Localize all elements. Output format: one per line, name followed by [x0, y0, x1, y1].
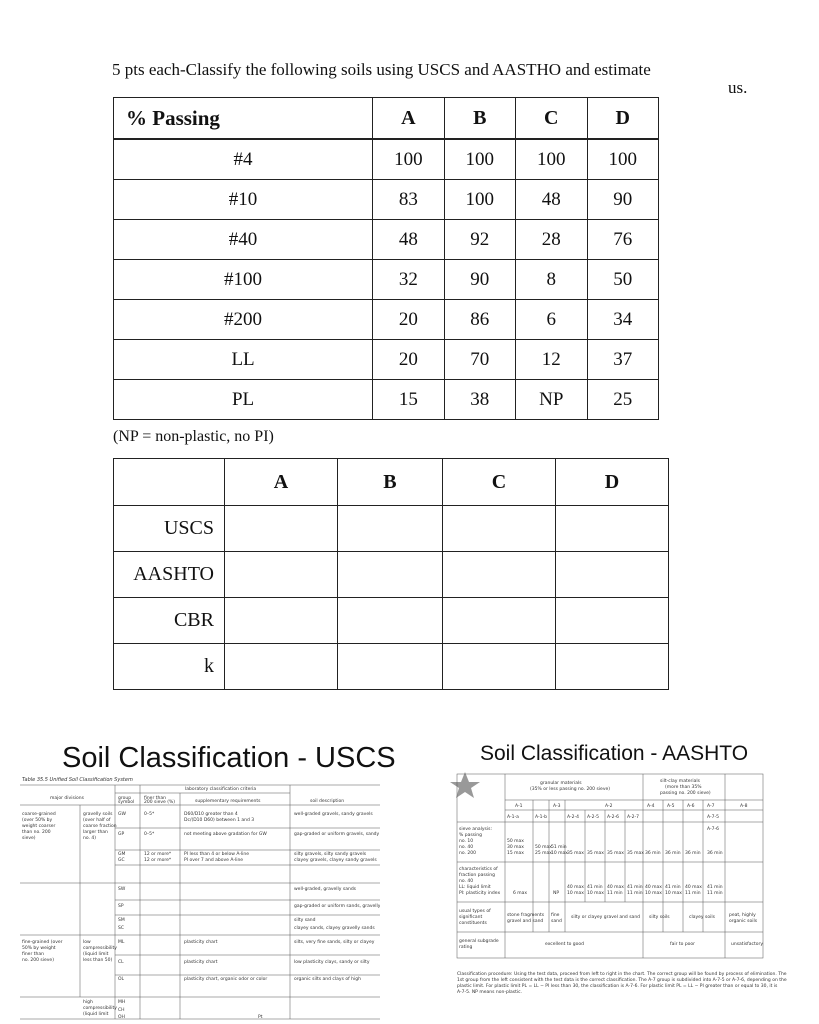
svg-text:constituents: constituents — [459, 921, 487, 926]
svg-text:clayey sands, clayey gravelly: clayey sands, clayey gravelly sands — [294, 926, 375, 931]
svg-text:40 max: 40 max — [645, 885, 662, 890]
svg-text:SM: SM — [118, 918, 125, 923]
table-cell: 37 — [587, 340, 659, 380]
svg-text:clayey gravels, clayey sandy g: clayey gravels, clayey sandy gravels — [294, 858, 377, 863]
svg-text:SW: SW — [118, 887, 126, 892]
table-cell: 86 — [444, 300, 515, 340]
svg-text:41 min: 41 min — [707, 885, 723, 890]
svg-text:group: group — [118, 796, 132, 801]
table-row — [114, 506, 669, 552]
svg-text:A-1-b: A-1-b — [535, 815, 547, 820]
svg-text:usual types of: usual types of — [459, 909, 491, 914]
answer-cell[interactable] — [555, 552, 668, 598]
header-cell-d: D — [555, 459, 668, 506]
svg-text:no. 40: no. 40 — [459, 879, 474, 884]
svg-text:40 max: 40 max — [685, 885, 702, 890]
svg-text:0–5*: 0–5* — [144, 812, 155, 817]
svg-text:A-1-a: A-1-a — [507, 815, 519, 820]
svg-text:1st group from the left consis: 1st group from the left consistent with the test data is the correct classification. The A-7 group is subdivided into A-7-5 or A-7-6, depending on the — [457, 978, 787, 983]
row-label: #40 — [114, 220, 373, 260]
row-label-k: k — [114, 644, 225, 690]
table-cell: 20 — [373, 300, 444, 340]
table-row — [114, 598, 669, 644]
table-row — [114, 552, 669, 598]
table-row — [114, 380, 659, 420]
svg-text:A-4: A-4 — [647, 804, 655, 809]
svg-text:A-7: A-7 — [707, 804, 715, 809]
table-cell: 28 — [516, 220, 587, 260]
svg-text:low: low — [83, 940, 91, 945]
svg-text:36 min: 36 min — [707, 851, 723, 856]
row-label-uscs: USCS — [114, 506, 225, 552]
svg-text:35 max: 35 max — [627, 851, 644, 856]
header-cell-a: A — [225, 459, 338, 506]
svg-text:unsatisfactory: unsatisfactory — [731, 942, 764, 947]
svg-text:no. 4): no. 4) — [83, 836, 97, 841]
svg-text:36 min: 36 min — [645, 851, 661, 856]
svg-text:no. 200: no. 200 — [459, 851, 476, 856]
row-label-aashto: AASHTO — [114, 552, 225, 598]
aashto-section-title: Soil Classification - AASHTO — [480, 742, 749, 765]
svg-text:25 max: 25 max — [535, 851, 552, 856]
svg-text:clayey soils: clayey soils — [689, 915, 715, 920]
svg-text:50 max: 50 max — [507, 839, 524, 844]
svg-text:characteristics of: characteristics of — [459, 867, 498, 872]
svg-text:no. 40: no. 40 — [459, 845, 474, 850]
svg-text:A-2: A-2 — [605, 804, 613, 809]
table-cell: 32 — [373, 260, 444, 300]
answer-cell[interactable] — [442, 506, 555, 552]
svg-text:not meeting above gradation fo: not meeting above gradation for GW — [184, 832, 267, 837]
svg-text:A-7-5: A-7-5 — [707, 815, 719, 820]
svg-text:Dc/(D10 D60) between 1 and 3: Dc/(D10 D60) between 1 and 3 — [184, 818, 255, 823]
row-label: LL — [114, 340, 373, 380]
svg-text:A-2-7: A-2-7 — [627, 815, 639, 820]
svg-text:35 max: 35 max — [587, 851, 604, 856]
svg-text:OL: OL — [118, 977, 125, 982]
table-cell: 20 — [373, 340, 444, 380]
svg-text:silty sand: silty sand — [294, 918, 316, 923]
svg-text:11 min: 11 min — [627, 891, 643, 896]
svg-text:gravelly soils: gravelly soils — [83, 812, 113, 817]
svg-text:PI over 7 and above A-line: PI over 7 and above A-line — [184, 858, 244, 863]
answer-cell[interactable] — [225, 644, 338, 690]
answer-cell[interactable] — [338, 552, 443, 598]
header-cell-c: C — [442, 459, 555, 506]
svg-text:MH: MH — [118, 1000, 126, 1005]
table-cell: 100 — [444, 180, 515, 220]
table-cell: 12 — [516, 340, 587, 380]
svg-text:OH: OH — [118, 1015, 125, 1020]
table-row — [114, 180, 659, 220]
svg-text:silty soils: silty soils — [649, 915, 670, 920]
svg-text:41 min: 41 min — [587, 885, 603, 890]
answer-cell[interactable] — [225, 598, 338, 644]
svg-text:35 max: 35 max — [567, 851, 584, 856]
table-cell: 100 — [444, 139, 515, 180]
svg-text:% passing: % passing — [459, 833, 482, 838]
table-cell: 50 — [587, 260, 659, 300]
table-cell: NP — [516, 380, 587, 420]
svg-text:organic silts and clays of hig: organic silts and clays of high — [294, 977, 361, 982]
svg-text:11 min: 11 min — [607, 891, 623, 896]
svg-text:GW: GW — [118, 812, 126, 817]
svg-text:silt-clay materials: silt-clay materials — [660, 779, 700, 784]
svg-text:A-2-4: A-2-4 — [567, 815, 579, 820]
svg-text:(35% or less passing no. 200 s: (35% or less passing no. 200 sieve) — [530, 787, 611, 792]
svg-text:A-7-5. NP means non-plastic.: A-7-5. NP means non-plastic. — [457, 990, 523, 995]
uscs-table-caption: Table 35.5 Unified Soil Classification System — [22, 777, 133, 783]
svg-text:sieve): sieve) — [22, 836, 36, 841]
svg-text:50 max: 50 max — [535, 845, 552, 850]
svg-text:fair to poor: fair to poor — [670, 942, 696, 947]
aashto-classification-chart-image — [445, 770, 815, 1015]
uscs-classification-chart-image — [20, 775, 380, 1020]
svg-text:high: high — [83, 1000, 93, 1005]
svg-text:50% by weight: 50% by weight — [22, 946, 56, 951]
star-icon — [450, 772, 480, 798]
row-label-cbr: CBR — [114, 598, 225, 644]
svg-text:sand: sand — [551, 919, 562, 924]
svg-text:well-graded gravels, sandy gra: well-graded gravels, sandy gravels — [294, 812, 373, 817]
svg-text:sieve analysis:: sieve analysis: — [459, 827, 492, 832]
row-label: #10 — [114, 180, 373, 220]
svg-text:general subgrade: general subgrade — [459, 939, 499, 944]
svg-text:6 max: 6 max — [513, 891, 528, 896]
row-label: #100 — [114, 260, 373, 300]
answer-cell[interactable] — [338, 644, 443, 690]
answer-cell[interactable] — [225, 506, 338, 552]
classification-results-table — [113, 458, 669, 690]
answer-cell[interactable] — [555, 644, 668, 690]
svg-text:A-1: A-1 — [515, 804, 523, 809]
svg-text:10 max: 10 max — [587, 891, 604, 896]
table-row — [114, 300, 659, 340]
answer-cell[interactable] — [442, 552, 555, 598]
svg-text:A-2-5: A-2-5 — [587, 815, 599, 820]
svg-text:10 max: 10 max — [665, 891, 682, 896]
table-cell: 48 — [373, 220, 444, 260]
table-header-row — [114, 98, 659, 140]
svg-text:finer than: finer than — [22, 952, 44, 957]
svg-text:PI: plasticity index: PI: plasticity index — [459, 891, 501, 896]
header-cell-percent-passing: % Passing — [114, 98, 373, 140]
table-cell: 90 — [587, 180, 659, 220]
svg-text:larger than: larger than — [83, 830, 108, 835]
svg-text:silty or clayey gravel and san: silty or clayey gravel and sand — [571, 915, 641, 920]
svg-text:CH: CH — [118, 1008, 125, 1013]
heading-fragment: us. — [728, 78, 748, 97]
svg-text:gravel and sand: gravel and sand — [507, 919, 544, 924]
svg-text:GM: GM — [118, 852, 126, 857]
svg-text:weight coarser: weight coarser — [22, 824, 56, 829]
svg-text:11 min: 11 min — [707, 891, 723, 896]
table-cell: 6 — [516, 300, 587, 340]
svg-text:supplementary requirements: supplementary requirements — [195, 799, 261, 804]
header-cell-c: C — [516, 98, 587, 140]
table-row — [114, 260, 659, 300]
table-cell: 25 — [587, 380, 659, 420]
table-cell: 92 — [444, 220, 515, 260]
svg-text:A-3: A-3 — [553, 804, 561, 809]
svg-text:LL: liquid limit: LL: liquid limit — [459, 885, 491, 890]
header-cell-a: A — [373, 98, 444, 140]
svg-text:gap-graded or uniform sands, g: gap-graded or uniform sands, gravelly — [294, 904, 380, 909]
svg-text:no. 200 sieve): no. 200 sieve) — [22, 958, 54, 963]
svg-text:40 max: 40 max — [567, 885, 584, 890]
svg-text:granular materials: granular materials — [540, 781, 582, 786]
header-cell-empty — [114, 459, 225, 506]
svg-text:plasticity chart, organic odor: plasticity chart, organic odor or color — [184, 977, 268, 982]
answer-cell[interactable] — [555, 598, 668, 644]
svg-text:soil description: soil description — [310, 799, 345, 804]
svg-text:0–5*: 0–5* — [144, 832, 155, 837]
svg-text:excellent to good: excellent to good — [545, 942, 584, 947]
svg-text:36 min: 36 min — [685, 851, 701, 856]
answer-cell[interactable] — [338, 598, 443, 644]
svg-text:10 max: 10 max — [645, 891, 662, 896]
svg-text:36 min: 36 min — [665, 851, 681, 856]
svg-text:35 max: 35 max — [607, 851, 624, 856]
header-cell-b: B — [338, 459, 443, 506]
row-label: #200 — [114, 300, 373, 340]
svg-text:30 max: 30 max — [507, 845, 524, 850]
svg-text:coarse fraction: coarse fraction — [83, 824, 117, 829]
answer-cell[interactable] — [442, 598, 555, 644]
svg-text:10 max: 10 max — [551, 851, 568, 856]
table-header-row — [114, 459, 669, 506]
svg-text:(liquid limit: (liquid limit — [83, 952, 109, 957]
svg-text:A-5: A-5 — [667, 804, 675, 809]
answer-cell[interactable] — [338, 506, 443, 552]
svg-text:than no. 200: than no. 200 — [22, 830, 51, 835]
table-cell: 90 — [444, 260, 515, 300]
answer-cell[interactable] — [225, 552, 338, 598]
table-cell: 15 — [373, 380, 444, 420]
svg-text:10 max: 10 max — [567, 891, 584, 896]
svg-text:PI less than 4 or below A-line: PI less than 4 or below A-line — [184, 852, 250, 857]
svg-text:A-8: A-8 — [740, 804, 748, 809]
svg-text:compressibility: compressibility — [83, 1006, 117, 1011]
assignment-heading: 5 pts each-Classify the following soils using USCS and AASTHO and estimate — [112, 60, 651, 79]
table-cell: 83 — [373, 180, 444, 220]
svg-text:gap-graded or uniform gravels,: gap-graded or uniform gravels, sandy — [294, 832, 380, 837]
svg-text:passing no. 200 sieve): passing no. 200 sieve) — [660, 791, 711, 796]
svg-text:compressibility: compressibility — [83, 946, 117, 951]
svg-text:major divisions: major divisions — [50, 796, 84, 801]
svg-text:SC: SC — [118, 926, 124, 931]
svg-text:11 min: 11 min — [685, 891, 701, 896]
table-cell: 76 — [587, 220, 659, 260]
svg-text:(over 50% by: (over 50% by — [22, 818, 53, 823]
svg-text:peat, highly: peat, highly — [729, 913, 756, 918]
svg-text:plasticity chart: plasticity chart — [184, 940, 218, 945]
table-cell: 100 — [516, 139, 587, 180]
svg-text:41 min: 41 min — [665, 885, 681, 890]
table-cell: 8 — [516, 260, 587, 300]
svg-text:A-6: A-6 — [687, 804, 695, 809]
svg-text:symbol: symbol — [118, 800, 135, 805]
answer-cell[interactable] — [442, 644, 555, 690]
svg-text:plasticity chart: plasticity chart — [184, 960, 218, 965]
svg-text:A-2-6: A-2-6 — [607, 815, 619, 820]
svg-text:stone fragments: stone fragments — [507, 913, 545, 918]
svg-text:GC: GC — [118, 858, 125, 863]
svg-text:well-graded, gravelly sands: well-graded, gravelly sands — [294, 887, 357, 892]
svg-text:laboratory classification crit: laboratory classification criteria — [185, 787, 257, 792]
svg-text:plastic limit. For plastic lim: plastic limit. For plastic limit PL = LL − PI less than 30, the classification is A-7-6. For plastic limit PL = LL − PI greater than or equal to 30, it is — [457, 984, 778, 989]
svg-text:(over half of: (over half of — [83, 818, 111, 823]
svg-text:D60/D10 greater than 4: D60/D10 greater than 4 — [184, 812, 238, 817]
svg-text:fine-grained (over: fine-grained (over — [22, 940, 63, 945]
svg-text:(liquid limit: (liquid limit — [83, 1012, 109, 1017]
svg-text:Pt: Pt — [258, 1015, 263, 1020]
percent-passing-table — [113, 97, 659, 420]
svg-text:SP: SP — [118, 904, 124, 909]
table-cell: 48 — [516, 180, 587, 220]
svg-text:40 max: 40 max — [607, 885, 624, 890]
header-cell-b: B — [444, 98, 515, 140]
svg-text:silty gravels, silty sandy gra: silty gravels, silty sandy gravels — [294, 852, 367, 857]
svg-text:silts, very fine sands, silty: silts, very fine sands, silty or clayey — [294, 940, 375, 945]
svg-text:finer than: finer than — [144, 796, 166, 801]
svg-text:organic soils: organic soils — [729, 919, 758, 924]
table-cell: 38 — [444, 380, 515, 420]
svg-text:51 min: 51 min — [551, 845, 567, 850]
header-cell-d: D — [587, 98, 659, 140]
svg-text:41 min: 41 min — [627, 885, 643, 890]
answer-cell[interactable] — [555, 506, 668, 552]
svg-text:significant: significant — [459, 915, 483, 920]
svg-text:rating: rating — [459, 945, 473, 950]
table-cell: 70 — [444, 340, 515, 380]
svg-text:15 max: 15 max — [507, 851, 524, 856]
svg-text:ML: ML — [118, 940, 125, 945]
table-cell: 34 — [587, 300, 659, 340]
table-cell: 100 — [373, 139, 444, 180]
row-label: #4 — [114, 139, 373, 180]
svg-text:NP: NP — [553, 891, 560, 896]
table-row — [114, 340, 659, 380]
svg-text:no. 10: no. 10 — [459, 839, 474, 844]
non-plastic-note: (NP = non-plastic, no PI) — [113, 428, 274, 445]
svg-text:12 or more*: 12 or more* — [144, 858, 172, 863]
svg-text:A-7-6: A-7-6 — [707, 827, 719, 832]
svg-text:12 or more*: 12 or more* — [144, 852, 172, 857]
svg-text:less than 50): less than 50) — [83, 958, 113, 963]
svg-text:GP: GP — [118, 832, 125, 837]
row-label: PL — [114, 380, 373, 420]
svg-text:low plasticity clays, sandy or: low plasticity clays, sandy or silty — [294, 960, 370, 965]
svg-text:fine: fine — [551, 913, 560, 918]
uscs-section-title: Soil Classification - USCS — [62, 742, 396, 774]
table-row — [114, 644, 669, 690]
table-row — [114, 139, 659, 180]
svg-text:fraction passing: fraction passing — [459, 873, 495, 878]
table-row — [114, 220, 659, 260]
table-cell: 100 — [587, 139, 659, 180]
svg-text:Classification procedure: Usin: Classification procedure: Using the test data, proceed from left to right in the chart. The correct group will be found by process of elimination. The — [457, 972, 787, 977]
svg-text:coarse-grained: coarse-grained — [22, 812, 56, 817]
svg-text:CL: CL — [118, 960, 124, 965]
svg-text:(more than 35%: (more than 35% — [665, 785, 702, 790]
svg-text:200 sieve (%): 200 sieve (%) — [144, 800, 176, 805]
